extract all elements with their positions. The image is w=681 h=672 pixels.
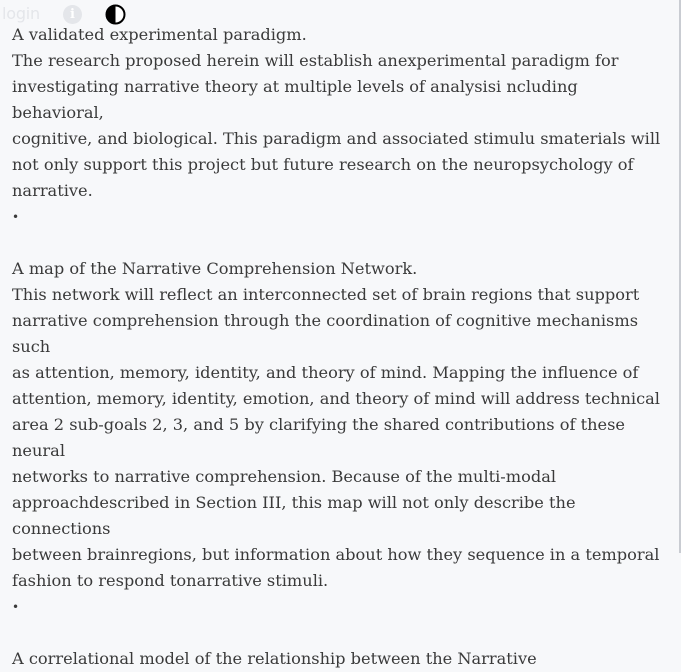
body-line: networks to narrative comprehension. Because of the multi-modal <box>12 467 557 486</box>
body-line: narrative comprehension through the coordination of cognitive mechanisms such <box>12 311 639 356</box>
section-heading: A validated experimental paradigm. <box>12 25 307 44</box>
body-line: This network will reflect an interconnected set of brain regions that support <box>12 285 640 304</box>
list-bullet: • <box>12 600 20 614</box>
contrast-icon[interactable] <box>105 4 126 25</box>
body-line: narrative. <box>12 181 93 200</box>
section-heading: A map of the Narrative Comprehension Network. <box>12 259 418 278</box>
toolbar <box>0 0 200 28</box>
body-line: approachdescribed in Section III, this map will not only describe the connections <box>12 493 576 538</box>
body-line: area 2 sub-goals 2, 3, and 5 by clarifying the shared contributions of these neural <box>12 415 625 460</box>
list-bullet: • <box>12 210 20 224</box>
body-line: The research proposed herein will establish anexperimental paradigm for <box>12 51 619 70</box>
spacer <box>12 230 672 256</box>
body-line: not only support this project but future research on the neuropsychology of <box>12 155 634 174</box>
section-heading: A correlational model of the relationship between the Narrative <box>12 649 537 668</box>
body-line: cognitive, and biological. This paradigm and associated stimulu smaterials will <box>12 129 661 148</box>
login-link[interactable]: login <box>2 4 40 23</box>
body-line: fashion to respond tonarrative stimuli. <box>12 571 329 590</box>
body-line: as attention, memory, identity, and theory of mind. Mapping the influence of <box>12 363 639 382</box>
info-icon[interactable]: i <box>63 5 82 24</box>
document-content <box>12 22 672 672</box>
body-line: between brainregions, but information about how they sequence in a temporal <box>12 545 660 564</box>
spacer <box>12 620 672 646</box>
body-line: attention, memory, identity, emotion, and theory of mind will address technical <box>12 389 660 408</box>
body-line: investigating narrative theory at multiple levels of analysisi ncluding behavioral, <box>12 77 578 122</box>
